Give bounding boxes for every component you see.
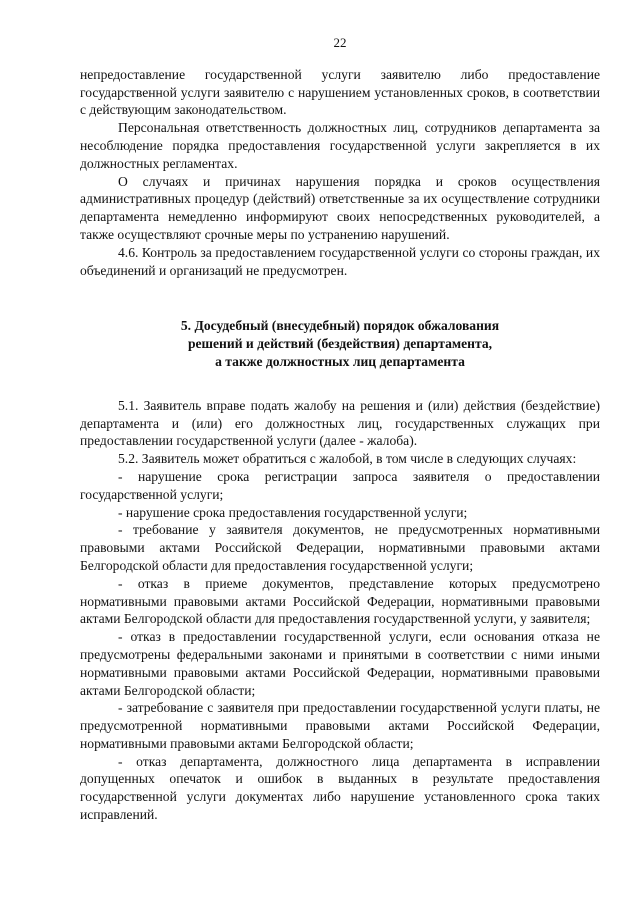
- list-item: - затребование с заявителя при предоставлении государственной услуги платы, не предусмотренной нормативными правовыми актами Российской Федерации, нормативными правовыми актами Белгородской области;: [80, 700, 600, 751]
- paragraph-violations: О случаях и причинах нарушения порядка и сроков осуществления административных процедур (действий) ответственные за их осуществление сотрудники департамента немедленно информируют своих непосредственных руководителей, а также осуществляют срочные меры по устранению нарушений.: [80, 173, 600, 242]
- page-number: 22: [333, 35, 347, 50]
- paragraph-responsibility: Персональная ответственность должностных лиц, сотрудников департамента за несоблюдение порядка предоставления государственной услуги закрепляется в их должностных регламентах.: [80, 120, 600, 171]
- list-item: - отказ в приеме документов, представление которых предусмотрено нормативными правовыми актами Российской Федерации, нормативными правовыми актами Белгородской области для предоставления государственной услуги, у заявителя;: [80, 575, 600, 627]
- section-heading-line-1: 5. Досудебный (внесудебный) порядок обжалования: [180, 318, 500, 334]
- section-heading-line-2: решений и действий (бездействия) департамента,: [187, 336, 493, 352]
- list-item: - требование у заявителя документов, не предусмотренных нормативными правовыми актами Российской Федерации, нормативными правовыми актами Белгородской области для предоставления государственной услуги;: [80, 522, 600, 573]
- section-heading-line-3: а также должностных лиц департамента: [215, 353, 465, 369]
- list-item: - нарушение срока предоставления государственной услуги;: [118, 504, 468, 520]
- paragraph-4-6: 4.6. Контроль за предоставлением государственной услуги со стороны граждан, их объединений и организаций не предусмотрен.: [80, 244, 600, 278]
- list-item: - отказ департамента, должностного лица департамента в исправлении допущенных опечаток и ошибок в выданных в результате предоставления государственной услуги документах либо нарушение установленного срока таких исправлений.: [80, 753, 600, 823]
- paragraph-5-2: 5.2. Заявитель может обратиться с жалобой, в том числе в следующих случаях:: [118, 451, 577, 467]
- section-5-heading: [80, 317, 600, 370]
- paragraph-continuation: непредоставление государственной услуги заявителю либо предоставление государственной услуги заявителю с нарушением установленных сроков, в соответствии с действующим законодательством.: [80, 66, 600, 118]
- list-item: - нарушение срока регистрации запроса заявителя о предоставлении государственной услуги;: [80, 468, 600, 502]
- list-item: - отказ в предоставлении государственной услуги, если основания отказа не предусмотрены федеральными законами и принятыми в соответствии с ними иными нормативными правовыми актами Российской Федерации, нормативными правовыми актами Белгородской области;: [80, 629, 600, 698]
- paragraph-5-1: 5.1. Заявитель вправе подать жалобу на решения и (или) действия (бездействие) департамента и (или) его должностных лиц, государственных служащих при предоставлении государственной услуги (далее - жалоба).: [80, 397, 600, 449]
